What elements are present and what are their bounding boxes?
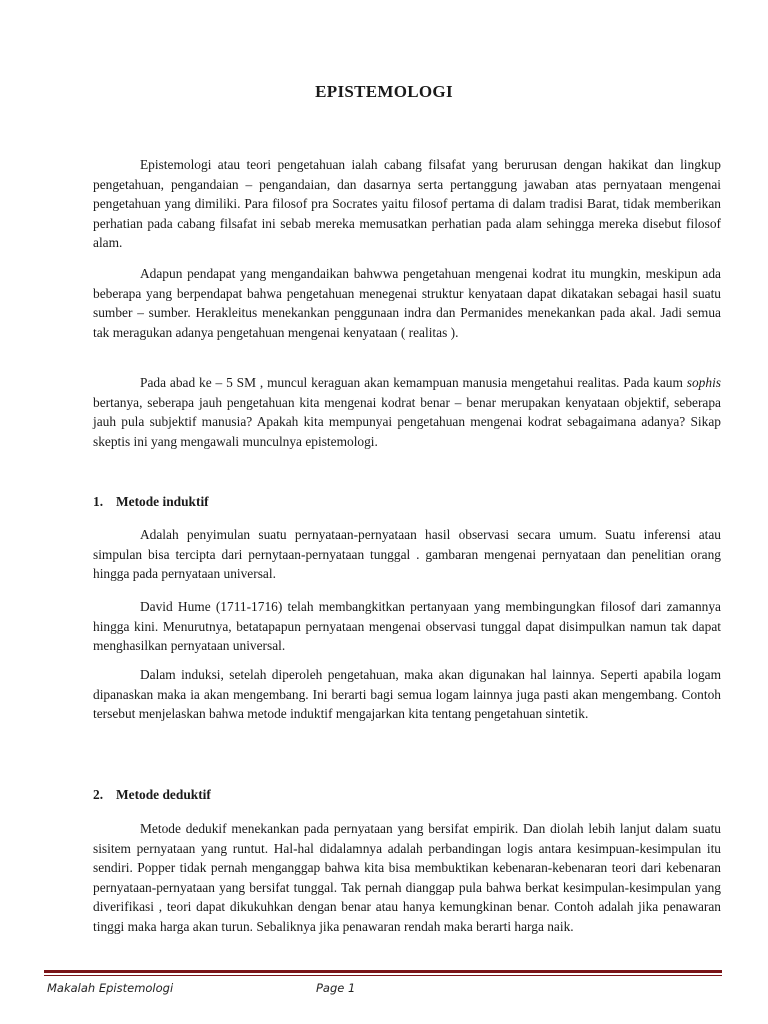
section-1-paragraph-2 xyxy=(93,597,721,656)
footer-rule-thin xyxy=(44,975,722,976)
intro-paragraph-3 xyxy=(93,373,721,451)
section-number: 2. xyxy=(93,787,104,802)
paragraph-text: Dalam induksi, setelah diperoleh pengetahuan, maka akan digunakan hal lainnya. Seperti apabila logam dipanaskan maka ia akan mengembang. Ini berarti bagi semua logam lainnya juga pasti akan mengembang. Contoh tersebut menjelaskan bahwa metode induktif mengajarkan kita tentang pengetahuan sintetik. xyxy=(93,667,721,722)
italic-term: sophis xyxy=(686,375,721,390)
paragraph-text: Pada abad ke – 5 SM , muncul keraguan akan kemampuan manusia mengetahui realitas. Pada kaum xyxy=(140,375,687,390)
footer-document-name: Makalah Epistemologi xyxy=(47,981,174,995)
footer-page-number: Page 1 xyxy=(316,981,356,995)
section-1-paragraph-3 xyxy=(93,665,721,724)
section-heading-1 xyxy=(93,494,209,510)
paragraph-text: Adapun pendapat yang mengandaikan bahwwa pengetahuan mengenai kodrat itu mungkin, meskipun ada beberapa yang berpendapat bahwa pengetahuan menegenai struktur kenyataan dapat dikatakan sebagai hasil suatu sumber – sumber. Herakleitus menekankan penggunaan indra dan Permanides menekankan pada akal. Jadi semua tak meragukan adanya pengetahuan mengenai kenyataan ( realitas ). xyxy=(93,266,721,340)
intro-paragraph-1 xyxy=(93,155,721,253)
section-number: 1. xyxy=(93,494,104,509)
paragraph-text: David Hume (1711-1716) telah membangkitkan pertanyaan yang membingungkan filosof dari zamannya hingga kini. Menurutnya, betatapapun pernyataan mengenai observasi tunggal dapat disimpulkan namun tak dapat menghasilkan pernyataan universal. xyxy=(93,599,721,654)
section-2-paragraph-1 xyxy=(93,819,721,937)
section-title: Metode deduktif xyxy=(116,787,211,802)
paragraph-text: Metode dedukif menekankan pada pernyataan yang bersifat empirik. Dan diolah lebih lanjut dalam suatu sisitem pernyataan yang runtut. Hal-hal didalamnya adalah perbandingan logis antara kesimpuan-kesimpulan itu sendiri. Popper tidak pernah menganggap bahwa kita bisa membuktikan kebenaran-kebenaran teori dari kebenaran pernyataan-pernyataan yang bersifat tunggal. Tak pernah dianggap pula bahwa berkat kesimpulan-kesimpulan yang diverifikasi , teori dapat dikukuhkan dengan benar atau hanya kemungkinan benar. Contoh adalah jika penawaran tinggi maka harga akan turun. Sebaliknya jika penawaran rendah maka berarti harga naik. xyxy=(93,821,721,934)
intro-paragraph-2 xyxy=(93,264,721,342)
section-heading-2 xyxy=(93,787,211,803)
paragraph-text: Epistemologi atau teori pengetahuan ialah cabang filsafat yang berurusan dengan hakikat dan lingkup pengetahuan, pengandaian – pengandaian, dan dasarnya serta pertanggung jawaban atas pernyataan mengenai pengetahuan yang dimiliki. Para filosof pra Socrates yaitu filosof pertama di dalam tradisi Barat, tidak memberikan perhatian pada cabang filsafat ini sebab mereka memusatkan perhatian pada alam sehingga mereka disebut filosof alam. xyxy=(93,157,721,251)
paragraph-text: Adalah penyimulan suatu pernyataan-pernyataan hasil observasi secara umum. Suatu inferensi atau simpulan bisa tercipta dari pernytaan-pernyataan tunggal . gambaran mengenai pernyataan dan penelitian orang hingga pada pernyataan universal. xyxy=(93,527,721,582)
section-title: Metode induktif xyxy=(116,494,209,509)
footer-rule-thick xyxy=(44,970,722,973)
paragraph-text: bertanya, seberapa jauh pengetahuan kita mengenai kodrat benar – benar merupakan kenyataan objektif, seberapa jauh pula subjektif manusia? Apakah kita mempunyai pengetahuan mengenai kodrat sebagaimana adanya? Sikap skeptis ini yang mengawali munculnya epistemologi. xyxy=(93,394,721,449)
document-title: EPISTEMOLOGI xyxy=(315,82,453,101)
section-1-paragraph-1 xyxy=(93,525,721,584)
